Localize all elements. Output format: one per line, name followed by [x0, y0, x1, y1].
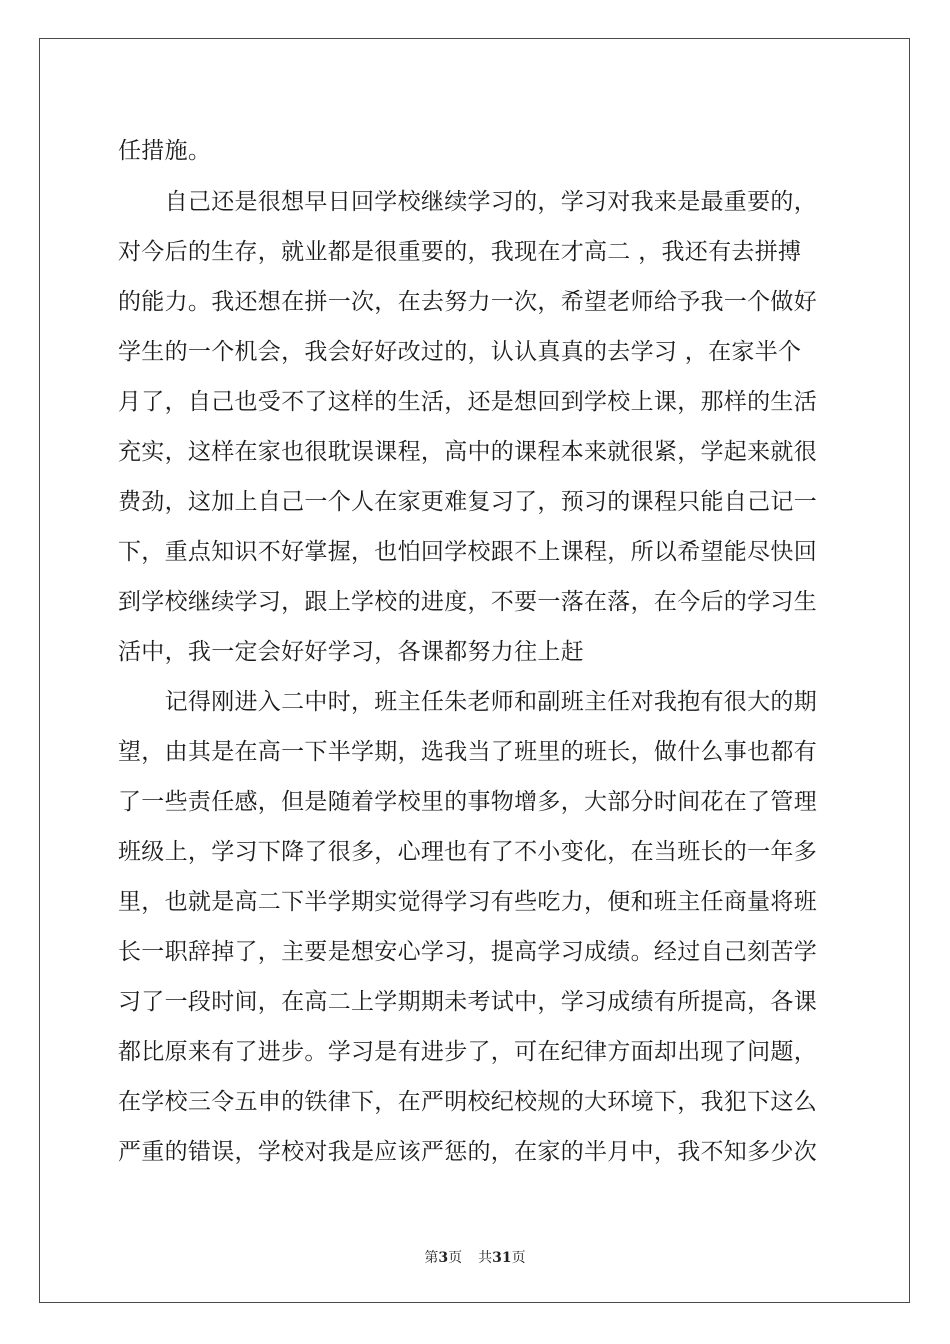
page-footer	[0, 1249, 950, 1267]
text-line: 到学校继续学习，跟上学校的进度，不要一落在落，在今后的学习生	[118, 589, 817, 615]
total-label-prefix: 共	[478, 1250, 493, 1266]
text-line: 都比原来有了进步。学习是有进步了，可在纪律方面却出现了问题，	[118, 1039, 817, 1065]
text-line: 了一些责任感，但是随着学校里的事物增多，大部分时间花在了管理	[118, 789, 817, 815]
page-number: 3	[438, 1250, 449, 1266]
text-line: 自己还是很想早日回学校继续学习的，学习对我来是最重要的，	[118, 189, 817, 215]
text-line: 充实，这样在家也很耽误课程，高中的课程本来就很紧，学起来就很	[118, 439, 817, 465]
text-line: 活中，我一定会好好学习，各课都努力往上赶	[118, 639, 584, 665]
total-label-suffix: 页	[511, 1250, 526, 1266]
text-line: 里，也就是高二下半学期实觉得学习有些吃力，便和班主任商量将班	[118, 889, 817, 915]
text-line: 月了，自己也受不了这样的生活，还是想回到学校上课，那样的生活	[118, 389, 817, 415]
page-label-suffix: 页	[448, 1250, 463, 1266]
text-line: 在学校三令五申的铁律下，在严明校纪校规的大环境下，我犯下这么	[118, 1089, 817, 1115]
text-line: 的能力。我还想在拼一次，在去努力一次，希望老师给予我一个做好	[118, 289, 817, 315]
text-line: 下，重点知识不好掌握，也怕回学校跟不上课程，所以希望能尽快回	[118, 539, 817, 565]
text-line: 望，由其是在高一下半学期，选我当了班里的班长，做什么事也都有	[118, 739, 817, 765]
text-line: 习了一段时间，在高二上学期期未考试中，学习成绩有所提高，各课	[118, 989, 817, 1015]
text-line: 任措施。	[118, 138, 212, 164]
text-line: 记得刚进入二中时，班主任朱老师和副班主任对我抱有很大的期	[118, 689, 817, 715]
text-line: 长一职辞掉了，主要是想安心学习，提高学习成绩。经过自己刻苦学	[118, 939, 817, 965]
total-pages: 31	[492, 1250, 512, 1266]
text-line: 班级上，学习下降了很多，心理也有了不小变化，在当班长的一年多	[118, 839, 817, 865]
text-line: 学生的一个机会，我会好好改过的，认认真真的去学习 ，在家半个	[118, 339, 802, 365]
text-line: 对今后的生存，就业都是很重要的，我现在才高二 ，我还有去拼搏	[118, 239, 802, 265]
page-label-prefix: 第	[424, 1250, 439, 1266]
text-line: 严重的错误，学校对我是应该严惩的，在家的半月中，我不知多少次	[118, 1139, 817, 1165]
text-line: 费劲，这加上自己一个人在家更难复习了，预习的课程只能自己记一	[118, 489, 817, 515]
